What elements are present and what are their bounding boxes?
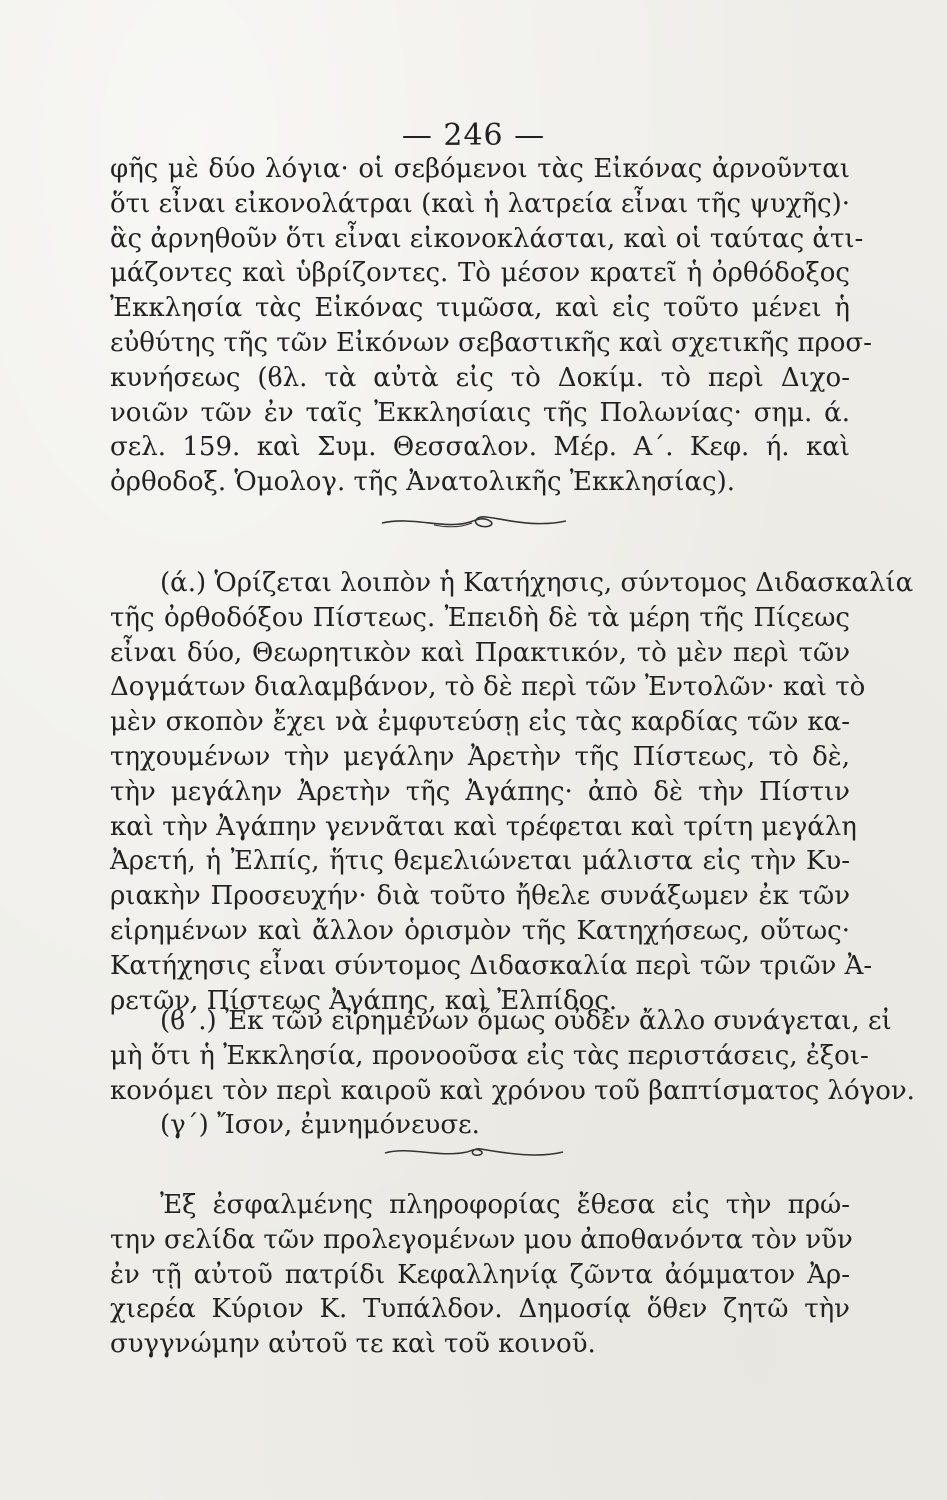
page-number: — 246 — xyxy=(401,118,546,153)
scroll-ornament-icon xyxy=(379,1140,569,1166)
text-line: Δογμάτων διαλαμβάνον, τὸ δὲ περὶ τῶν Ἐντολῶν· καὶ τὸ xyxy=(110,672,866,703)
text-line: συγγνώμην αὐτοῦ τε καὶ τοῦ κοινοῦ. xyxy=(110,1329,596,1360)
text-line: εἶναι δύο, Θεωρητικὸν καὶ Πρακτικόν, τὸ μὲν περὶ τῶν xyxy=(110,637,850,668)
text-line: Ἀρετή, ἡ Ἐλπίς, ἥτις θεμελιώνεται μάλιστα εἰς τὴν Κυ- xyxy=(110,846,850,877)
text-line: ἃς ἀρνηθοῦν ὅτι εἶναι εἰκονοκλάσται, καὶ οἱ ταύτας ἀτι- xyxy=(110,223,864,254)
text-line: ρετῶν, Πίστεως Ἀγάπης, καὶ Ἐλπίδος. xyxy=(110,985,618,1016)
text-line: μὲν σκοπὸν ἔχει νὰ ἐμφυτεύσῃ εἰς τὰς καρδίας τῶν κα- xyxy=(110,707,850,738)
text-line: τῆς ὀρθοδόξου Πίστεως. Ἐπειδὴ δὲ τὰ μέρη τῆς Πίςεως xyxy=(110,602,850,633)
text-line: (ϐ΄.) Ἐκ τῶν εἰρημένων ὅμως οὐδὲν ἄλλο συνάγεται, εἰ xyxy=(160,1006,892,1036)
text-line: (ά.) Ὁρίζεται λοιπὸν ἡ Κατήχησις, σύντομος Διδασκαλία xyxy=(160,568,914,598)
text-line: κονόμει τὸν περὶ καιροῦ καὶ χρόνου τοῦ βαπτίσματος λόγον. xyxy=(110,1075,915,1106)
text-line: σελ. 159. καὶ Συμ. Θεσσαλον. Μέρ. Α΄. Κεφ. ή. καὶ xyxy=(110,432,850,463)
text-line: κυνήσεως (ϐλ. τὰ αὐτὰ εἰς τὸ Δοκίμ. τὸ περὶ Διχο- xyxy=(110,362,850,393)
text-line: μάζοντες καὶ ὑβρίζοντες. Τὸ μέσον κρατεῖ ἡ ὀρθόδοξος xyxy=(110,258,850,289)
definition-paragraph xyxy=(110,566,914,1018)
text-line: την σελίδα τῶν προλεγομένων μου ἀποθανόντα τὸν νῦν xyxy=(110,1224,853,1255)
text-line: μὴ ὅτι ἡ Ἐκκλησία, προνοοῦσα εἰς τὰς περιστάσεις, ἐξοι- xyxy=(110,1040,869,1071)
erratum-paragraph xyxy=(110,1188,853,1362)
text-line: ριακὴν Προσευχήν· διὰ τοῦτο ἤθελε συνάξωμεν ἐκ τῶν xyxy=(110,881,850,912)
text-line: (γ΄) Ἴσον, ἐμνημόνευσε. xyxy=(160,1110,480,1141)
text-line: εἰρημένων καὶ ἄλλον ὁρισμὸν τῆς Κατηχήσεως, οὕτως· xyxy=(110,915,850,946)
text-line: Ἐκκλησία τὰς Εἰκόνας τιμῶσα, καὶ εἰς τοῦτο μένει ἡ xyxy=(110,293,850,324)
baptism-paragraph xyxy=(110,1004,915,1143)
text-line: Ἐξ ἐσφαλμένης πληροφορίας ἔθεσα εἰς τὴν πρώ- xyxy=(160,1190,850,1220)
text-line: ὀρθοδοξ. Ὁμολογ. τῆς Ἀνατολικῆς Ἐκκλησίας). xyxy=(110,467,735,498)
ornamental-divider xyxy=(0,508,947,542)
text-line: καὶ τὴν Ἀγάπην γεννᾶται καὶ τρέφεται καὶ τρίτη μεγάλη xyxy=(110,811,857,842)
text-line: εὐθύτης τῆς τῶν Εἰκόνων σεβαστικῆς καὶ σχετικῆς προσ- xyxy=(110,327,872,358)
scroll-ornament-icon xyxy=(374,508,574,538)
footnote-paragraph-icons xyxy=(110,152,872,500)
text-line: ὅτι εἶναι εἰκονολάτραι (καὶ ἡ λατρεία εἶναι τῆς ψυχῆς)· xyxy=(110,188,850,219)
text-line: φῆς μὲ δύο λόγια· οἱ σεβόμενοι τὰς Εἰκόνας ἀρνοῦνται xyxy=(110,154,850,184)
ornamental-divider xyxy=(0,1140,947,1170)
text-line: ἐν τῇ αὐτοῦ πατρίδι Κεφαλληνίᾳ ζῶντα ἀόμματον Ἀρ- xyxy=(110,1259,850,1290)
text-line: τὴν μεγάλην Ἀρετὴν τῆς Ἀγάπης· ἀπὸ δὲ τὴν Πίστιν xyxy=(110,776,850,807)
text-line: τηχουμένων τὴν μεγάλην Ἀρετὴν τῆς Πίστεως, τὸ δὲ, xyxy=(110,741,850,772)
text-line: νοιῶν τῶν ἐν ταῖς Ἐκκλησίαις τῆς Πολωνίας· σημ. ά. xyxy=(110,397,850,428)
text-line: Κατήχησις εἶναι σύντομος Διδασκαλία περὶ τῶν τριῶν Ἀ- xyxy=(110,950,873,981)
text-line: χιερέα Κύριον Κ. Τυπάλδον. Δημοσίᾳ ὅθεν ζητῶ τὴν xyxy=(110,1294,850,1325)
